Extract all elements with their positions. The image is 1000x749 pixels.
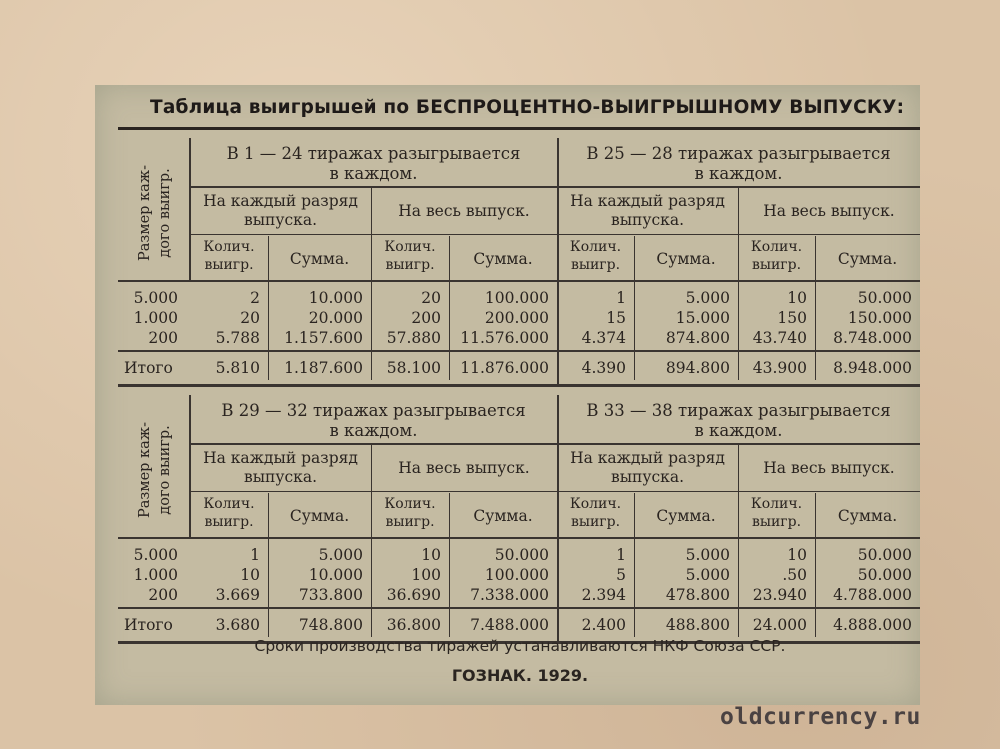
table-cell: 874.800 [665,329,730,347]
row-header-line-2: дого выигр. [157,425,173,515]
row-header-line-2: дого выигр. [157,168,173,258]
table-cell: 10 [787,289,807,307]
table-cell: 100.000 [484,289,549,307]
qty-header-line-2: выигр. [385,257,435,273]
prize-size-cell: 1.000 [133,566,178,584]
sum-column-header: Сумма. [473,250,533,268]
table-cell: 733.800 [298,586,363,604]
table-cell: 50.000 [857,546,912,564]
table-cell: 7.338.000 [470,586,549,604]
per-series-header-line-2: выпуска. [610,468,685,486]
total-cell: 488.800 [665,616,730,634]
qty-column-header [190,495,268,531]
per-series-header-line-1: На каждый разряд [203,192,358,210]
qty-column-header [371,495,449,531]
table-cell: 36.690 [386,586,441,604]
qty-header-line-2: выигр. [385,514,435,530]
total-label: Итого [124,616,173,634]
total-cell: 4.888.000 [833,616,912,634]
draw-range-heading-line-2: в каждом. [694,421,783,440]
qty-header-line-2: выигр. [570,514,621,530]
draw-range-heading-line-1: В 29 — 32 тиражах разыгрывается [221,401,526,420]
table-cell: 150 [777,309,807,327]
per-series-header-line-2: выпуска. [243,468,318,486]
mid-block-divider [371,445,372,637]
draw-range-heading-line-1: В 25 — 28 тиражах разыгрывается [586,144,891,163]
per-series-header [190,449,371,487]
qty-header-line-1: Колич. [203,496,255,512]
sum-column-header: Сумма. [656,507,716,525]
table-cell: 20 [240,309,260,327]
table-cell: 15.000 [675,309,730,327]
table-title: Таблица выигрышей по БЕСПРОЦЕНТНО-ВЫИГРЫШНОМУ ВЫПУСКУ: [150,97,905,118]
totals-top-rule [118,350,920,352]
header-bottom-rule [118,280,920,282]
mid-block-divider [738,445,739,637]
qty-header-line-2: выигр. [204,514,254,530]
totals-top-rule [118,607,920,609]
prize-size-cell: 5.000 [133,546,178,564]
row-header-line-1: Размер каж- [137,422,153,519]
row-header-line-1: Размер каж- [137,165,153,262]
sum-column-header: Сумма. [473,507,533,525]
qty-header-line-2: выигр. [751,257,802,273]
table-cell: 57.880 [386,329,441,347]
qty-header-line-1: Колич. [750,496,803,512]
qty-column-header [557,495,634,531]
total-cell: 2.400 [581,616,626,634]
table-cell: 10.000 [308,566,363,584]
table-cell: 10 [421,546,441,564]
prize-size-cell: 1.000 [133,309,178,327]
whole-issue-header: На весь выпуск. [763,459,895,477]
total-cell: 8.948.000 [833,359,912,377]
table-cell: 5 [616,566,626,584]
table-cell: 50.000 [857,566,912,584]
draw-range-heading [190,401,557,441]
table-cell: 1 [250,546,260,564]
row-header-label [135,138,175,288]
table-cell: 2 [250,289,260,307]
per-series-header [190,192,371,230]
per-series-header [557,192,738,230]
table-cell: 23.940 [752,586,807,604]
table-cell: 5.000 [685,566,730,584]
table-cell: 200 [411,309,441,327]
table-cell: 20 [421,289,441,307]
heading-underline [190,443,920,445]
table-cell: 150.000 [847,309,912,327]
total-cell: 894.800 [665,359,730,377]
draw-range-heading [557,144,920,184]
sum-column-header: Сумма. [289,250,350,268]
table-cell: 4.374 [581,329,626,347]
per-series-header-line-1: На каждый разряд [570,449,725,467]
table-cell: 5.000 [685,289,730,307]
table-cell: 10 [240,566,260,584]
table-cell: 1 [616,289,626,307]
qty-header-line-2: выигр. [204,257,254,273]
total-cell: 58.100 [386,359,441,377]
table-cell: 100.000 [484,566,549,584]
table-cell: 15 [606,309,626,327]
table-cell: 20.000 [308,309,363,327]
table-cell: 2.394 [581,586,626,604]
mid-block-divider [738,188,739,380]
per-series-header [557,449,738,487]
table-cell: 1 [616,546,626,564]
qty-header-line-1: Колич. [569,239,622,255]
table-cell: 478.800 [665,586,730,604]
title-rule [118,127,920,130]
sum-column-header: Сумма. [837,507,898,525]
sum-column-header: Сумма. [656,250,716,268]
total-cell: 24.000 [752,616,807,634]
table-cell: 5.000 [685,546,730,564]
table-cell: 3.669 [215,586,260,604]
table-cell: 5.788 [215,329,260,347]
total-cell: 1.187.600 [284,359,363,377]
qty-header-line-1: Колич. [384,496,436,512]
table-cell: 200.000 [484,309,549,327]
watermark-text: oldcurrency.ru [720,704,921,730]
table-cell: 10.000 [308,289,363,307]
imprint: ГОЗНАК. 1929. [451,666,589,685]
table-cell: .50 [782,566,807,584]
qty-column-header [738,495,815,531]
total-label: Итого [124,359,173,377]
header-bottom-rule [118,537,920,539]
prize-size-cell: 5.000 [133,289,178,307]
total-cell: 36.800 [386,616,441,634]
per-series-header-line-1: На каждый разряд [570,192,725,210]
qty-column-header [738,238,815,274]
draw-range-heading-line-1: В 1 — 24 тиражах разыгрывается [226,144,521,163]
whole-issue-header: На весь выпуск. [763,202,895,220]
prize-size-cell: 200 [148,586,178,604]
row-header-label [135,395,175,545]
table-cell: 8.748.000 [833,329,912,347]
total-cell: 7.488.000 [470,616,549,634]
table-cell: 11.576.000 [460,329,549,347]
subheading-underline [190,234,920,235]
table-cell: 10 [787,546,807,564]
draw-range-heading [190,144,557,184]
qty-header-line-2: выигр. [570,257,621,273]
draw-range-heading-line-2: в каждом. [694,164,783,183]
qty-header-line-1: Колич. [750,239,803,255]
qty-column-header [371,238,449,274]
subheading-underline [190,491,920,492]
table-cell: 50.000 [857,289,912,307]
total-cell: 748.800 [298,616,363,634]
per-series-header-line-2: выпуска. [243,211,318,229]
qty-column-header [190,238,268,274]
prize-size-cell: 200 [148,329,178,347]
total-cell: 11.876.000 [460,359,549,377]
qty-header-line-1: Колич. [203,239,255,255]
table-cell: 50.000 [494,546,549,564]
total-cell: 43.900 [752,359,807,377]
sum-column-header: Сумма. [837,250,898,268]
totals-bottom-rule [118,384,920,387]
qty-column-header [557,238,634,274]
table-cell: 43.740 [752,329,807,347]
qty-header-line-2: выигр. [751,514,802,530]
sum-column-header: Сумма. [289,507,350,525]
total-cell: 5.810 [215,359,260,377]
total-cell: 3.680 [215,616,260,634]
heading-underline [190,186,920,188]
draw-range-heading-line-2: в каждом. [329,164,418,183]
whole-issue-header: На весь выпуск. [398,459,530,477]
mid-block-divider [371,188,372,380]
table-cell: 4.788.000 [833,586,912,604]
per-series-header-line-1: На каждый разряд [203,449,358,467]
table-cell: 1.157.600 [284,329,363,347]
total-cell: 4.390 [581,359,626,377]
footer-note: Сроки производства тиражей устанавливаются НКФ Союза ССР. [254,637,786,655]
qty-header-line-1: Колич. [384,239,436,255]
draw-range-heading-line-1: В 33 — 38 тиражах разыгрывается [586,401,891,420]
draw-range-heading-line-2: в каждом. [329,421,418,440]
draw-range-heading [557,401,920,441]
table-cell: 100 [411,566,441,584]
per-series-header-line-2: выпуска. [610,211,685,229]
qty-header-line-1: Колич. [569,496,622,512]
table-cell: 5.000 [318,546,363,564]
whole-issue-header: На весь выпуск. [398,202,530,220]
